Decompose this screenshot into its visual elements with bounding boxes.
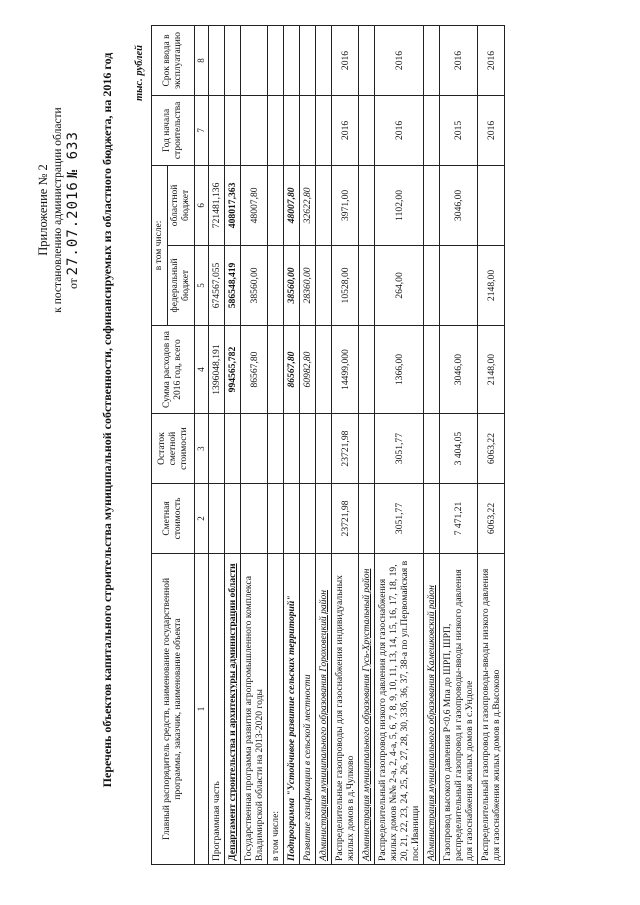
federal-budget-cell bbox=[440, 245, 478, 325]
remaining-cell: 3 404,05 bbox=[440, 414, 478, 484]
table-row bbox=[332, 26, 359, 865]
table-row bbox=[209, 26, 225, 865]
total-2016-cell bbox=[316, 325, 332, 413]
remaining-cell bbox=[316, 414, 332, 484]
commission-year-cell bbox=[209, 26, 225, 96]
header-remaining: Остаток сметной стоимости bbox=[152, 414, 195, 484]
remaining-cell bbox=[284, 414, 300, 484]
remaining-cell bbox=[209, 414, 225, 484]
estimate-cell bbox=[359, 484, 375, 554]
column-index: 2 bbox=[195, 484, 209, 554]
header-commission-year: Срок ввода в эксплуатацию bbox=[152, 26, 195, 96]
row-name-cell: Администрация муниципального образования Гусь-Хрустальный район bbox=[359, 553, 375, 864]
commission-year-cell bbox=[241, 26, 268, 96]
estimate-cell bbox=[268, 484, 284, 554]
start-year-cell bbox=[225, 95, 241, 165]
estimate-cell bbox=[209, 484, 225, 554]
federal-budget-cell: 38560,00 bbox=[284, 245, 300, 325]
units-label: тыс. рублей bbox=[134, 45, 145, 102]
table-row bbox=[375, 26, 424, 865]
estimate-cell bbox=[424, 484, 440, 554]
regional-budget-cell: 1102,00 bbox=[375, 165, 424, 245]
header-total-2016: Сумма расходов на 2016 год, всего bbox=[152, 325, 195, 413]
column-index: 8 bbox=[195, 26, 209, 96]
appendix-line: к постановлению администрации области bbox=[52, 107, 64, 313]
column-index: 6 bbox=[195, 165, 209, 245]
column-index: 3 bbox=[195, 414, 209, 484]
appendix-block bbox=[36, 55, 82, 365]
row-name-cell: Развитие газификации в сельской местности bbox=[300, 553, 316, 864]
start-year-cell bbox=[300, 95, 316, 165]
objects-table bbox=[151, 25, 505, 865]
row-name-cell: Подпрограмма "Устойчивое развитие сельских территорий" bbox=[284, 553, 300, 864]
estimate-cell: 7 471,21 bbox=[440, 484, 478, 554]
commission-year-cell bbox=[300, 26, 316, 96]
regional-budget-cell: 32622,80 bbox=[300, 165, 316, 245]
estimate-cell bbox=[241, 484, 268, 554]
column-index: 4 bbox=[195, 325, 209, 413]
remaining-cell bbox=[359, 414, 375, 484]
remaining-cell bbox=[268, 414, 284, 484]
regional-budget-cell: 721481,136 bbox=[209, 165, 225, 245]
regional-budget-cell: 3046,00 bbox=[440, 165, 478, 245]
appendix-number: Приложение № 2 bbox=[36, 164, 50, 256]
commission-year-cell bbox=[268, 26, 284, 96]
total-2016-cell: 1396048,191 bbox=[209, 325, 225, 413]
federal-budget-cell: 264,00 bbox=[375, 245, 424, 325]
decree-date-line bbox=[66, 55, 82, 365]
start-year-cell: 2015 bbox=[440, 95, 478, 165]
table-row bbox=[424, 26, 440, 865]
start-year-cell bbox=[241, 95, 268, 165]
header-estimate: Сметная стоимость bbox=[152, 484, 195, 554]
remaining-cell bbox=[241, 414, 268, 484]
federal-budget-cell: 674567,055 bbox=[209, 245, 225, 325]
table-row bbox=[284, 26, 300, 865]
commission-year-cell bbox=[316, 26, 332, 96]
commission-year-cell: 2016 bbox=[375, 26, 424, 96]
estimate-cell bbox=[284, 484, 300, 554]
table-body bbox=[209, 26, 505, 865]
remaining-cell: 3051,77 bbox=[375, 414, 424, 484]
start-year-cell: 2016 bbox=[332, 95, 359, 165]
estimate-cell bbox=[316, 484, 332, 554]
total-2016-cell: 2148,00 bbox=[478, 325, 505, 413]
federal-budget-cell: 10528,00 bbox=[332, 245, 359, 325]
column-index: 1 bbox=[195, 553, 209, 864]
estimate-cell: 6063,22 bbox=[478, 484, 505, 554]
total-2016-cell bbox=[268, 325, 284, 413]
commission-year-cell: 2016 bbox=[332, 26, 359, 96]
federal-budget-cell: 28360,00 bbox=[300, 245, 316, 325]
row-name-cell: Распределительный газопровод и газопроводы-вводы низкого давления для газоснабжения жилых домов в д.Высоково bbox=[478, 553, 505, 864]
start-year-cell bbox=[268, 95, 284, 165]
start-year-cell bbox=[209, 95, 225, 165]
estimate-cell: 23721,98 bbox=[332, 484, 359, 554]
header-regional: областной бюджет bbox=[168, 165, 195, 245]
start-year-cell: 2016 bbox=[375, 95, 424, 165]
federal-budget-cell bbox=[424, 245, 440, 325]
remaining-cell: 6063,22 bbox=[478, 414, 505, 484]
column-index: 7 bbox=[195, 95, 209, 165]
federal-budget-cell: 2148,00 bbox=[478, 245, 505, 325]
decree-date: 27.07.2016 bbox=[65, 181, 81, 276]
total-2016-cell: 86567,80 bbox=[284, 325, 300, 413]
table-row bbox=[241, 26, 268, 865]
row-name-cell: Администрация муниципального образования Гороховецкий район bbox=[316, 553, 332, 864]
total-2016-cell: 86567,80 bbox=[241, 325, 268, 413]
table-row bbox=[478, 26, 505, 865]
table-row bbox=[440, 26, 478, 865]
federal-budget-cell: 38560,00 bbox=[241, 245, 268, 325]
start-year-cell bbox=[424, 95, 440, 165]
row-name-cell: в том числе: bbox=[268, 553, 284, 864]
commission-year-cell bbox=[284, 26, 300, 96]
row-name-cell: Газопровод высокого давления Р<0,6 Мпа до ШРП, ШРП, распределительный газопровод и газопроводы-вводы низкого давления для газоснабжения жилых домов в с.Ундоле bbox=[440, 553, 478, 864]
total-2016-cell: 1366,00 bbox=[375, 325, 424, 413]
total-2016-cell: 994565,782 bbox=[225, 325, 241, 413]
header-start-year: Год начала строительства bbox=[152, 95, 195, 165]
header-federal: федеральный бюджет bbox=[168, 245, 195, 325]
regional-budget-cell bbox=[359, 165, 375, 245]
total-2016-cell: 14499,000 bbox=[332, 325, 359, 413]
estimate-cell bbox=[300, 484, 316, 554]
regional-budget-cell bbox=[316, 165, 332, 245]
commission-year-cell: 2016 bbox=[478, 26, 505, 96]
federal-budget-cell bbox=[268, 245, 284, 325]
commission-year-cell bbox=[424, 26, 440, 96]
regional-budget-cell: 408017,363 bbox=[225, 165, 241, 245]
start-year-cell bbox=[359, 95, 375, 165]
header-including: в том числе: bbox=[152, 165, 168, 325]
start-year-cell: 2016 bbox=[478, 95, 505, 165]
decree-number: № 633 bbox=[65, 131, 81, 179]
federal-budget-cell bbox=[316, 245, 332, 325]
table-row bbox=[268, 26, 284, 865]
commission-year-cell: 2016 bbox=[440, 26, 478, 96]
regional-budget-cell bbox=[424, 165, 440, 245]
date-prefix: от bbox=[68, 278, 80, 289]
row-name-cell: Программная часть bbox=[209, 553, 225, 864]
total-2016-cell bbox=[424, 325, 440, 413]
table-row bbox=[300, 26, 316, 865]
row-name-cell: Государственная программа развития агропромышленного комплекса Владимирской области на 2013-2020 годы bbox=[241, 553, 268, 864]
row-name-cell: Распределительные газопроводы для газоснабжения индивидуальных жилых домов в д.Чулково bbox=[332, 553, 359, 864]
column-index: 5 bbox=[195, 245, 209, 325]
row-name-cell: Департамент строительства и архитектуры администрации области bbox=[225, 553, 241, 864]
total-2016-cell: 60982,80 bbox=[300, 325, 316, 413]
regional-budget-cell: 48007,80 bbox=[241, 165, 268, 245]
start-year-cell bbox=[316, 95, 332, 165]
regional-budget-cell bbox=[478, 165, 505, 245]
row-name-cell: Администрация муниципального образования Камешковский район bbox=[424, 553, 440, 864]
remaining-cell bbox=[300, 414, 316, 484]
remaining-cell: 23721,98 bbox=[332, 414, 359, 484]
commission-year-cell bbox=[225, 26, 241, 96]
federal-budget-cell bbox=[359, 245, 375, 325]
regional-budget-cell bbox=[268, 165, 284, 245]
estimate-cell: 3051,77 bbox=[375, 484, 424, 554]
total-2016-cell bbox=[359, 325, 375, 413]
start-year-cell bbox=[284, 95, 300, 165]
table-row bbox=[359, 26, 375, 865]
remaining-cell bbox=[424, 414, 440, 484]
table-row bbox=[225, 26, 241, 865]
remaining-cell bbox=[225, 414, 241, 484]
regional-budget-cell: 3971,00 bbox=[332, 165, 359, 245]
federal-budget-cell: 586548,419 bbox=[225, 245, 241, 325]
total-2016-cell: 3046,00 bbox=[440, 325, 478, 413]
regional-budget-cell: 48007,80 bbox=[284, 165, 300, 245]
column-index-row bbox=[195, 26, 209, 865]
document-title: Перечень объектов капитального строительства муниципальной собственности, софинансируемых из областного бюджета, на 2016 год bbox=[100, 52, 114, 788]
row-name-cell: Распределительный газопровод низкого давления для газоснабжения жилых домов №№ 2-а, 2, 4-а, 5, 6, 7, 8, 9, 10, 11, 13, 14, 15, 16, 17, 18, 19, 20, 21, 22, 23, 24, 25, 26, 27, 28, 30, 33б, 36, 37, 38-а по ул.Первомайская в пос.Иванищи bbox=[375, 553, 424, 864]
header-name: Главный распорядитель средств, наименование государственной программы, заказчик, наименование объекта bbox=[152, 553, 195, 864]
commission-year-cell bbox=[359, 26, 375, 96]
estimate-cell bbox=[225, 484, 241, 554]
table-row bbox=[316, 26, 332, 865]
